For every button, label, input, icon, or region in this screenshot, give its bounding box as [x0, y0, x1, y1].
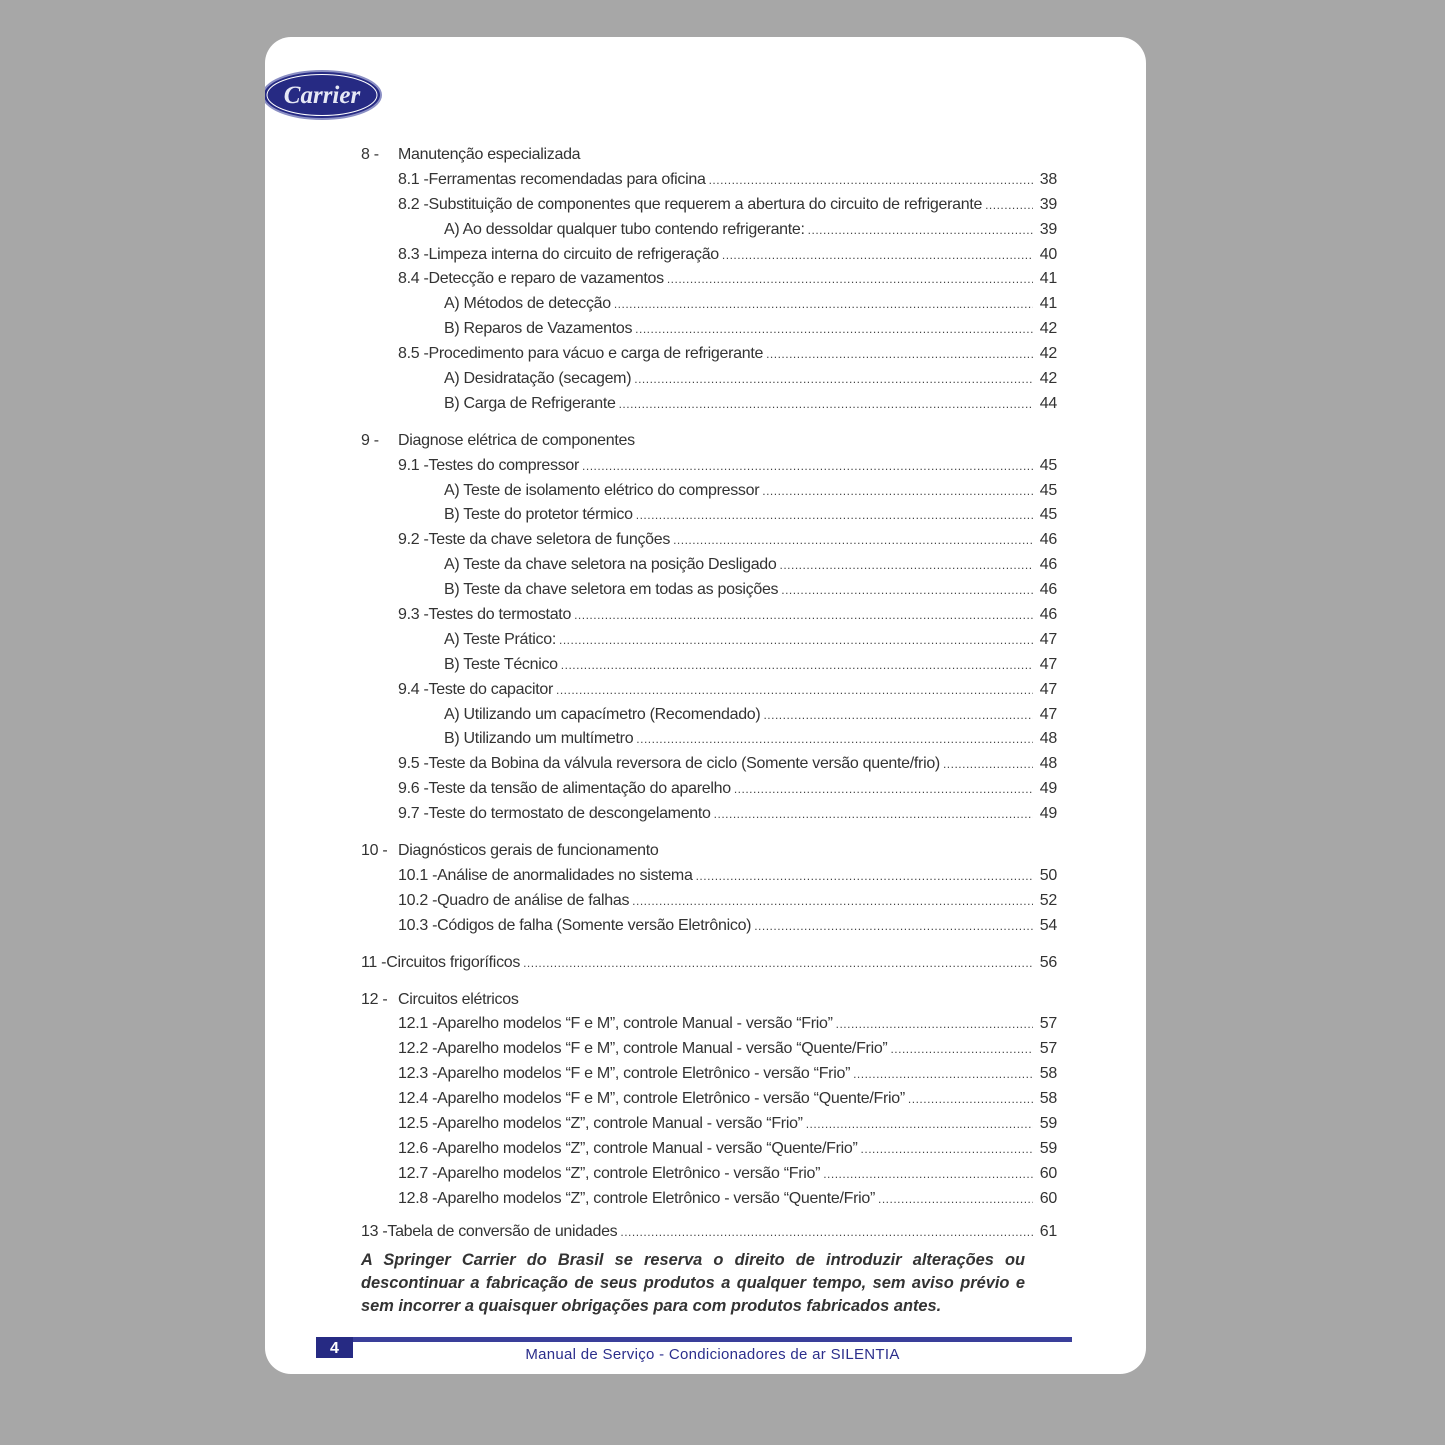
dot-leader [714, 802, 1033, 827]
toc-entry[interactable] [361, 292, 1057, 317]
entry-page: 49 [1039, 780, 1057, 798]
entry-title: Teste da chave seletora de funções [428, 531, 671, 549]
entry-title: B) Teste Técnico [444, 655, 558, 673]
toc-entry[interactable] [361, 317, 1057, 342]
entry-page: 56 [1039, 953, 1057, 971]
entry-number: 12 - [361, 990, 388, 1008]
entry-page: 41 [1039, 270, 1057, 288]
toc-entry[interactable] [361, 342, 1057, 367]
entry-page: 39 [1039, 195, 1057, 213]
toc-section-header[interactable] [361, 988, 1057, 1013]
entry-title: Teste da Bobina da válvula reversora de ciclo (Somente versão quente/frio) [428, 755, 940, 773]
entry-title: Teste da tensão de alimentação do aparelho [428, 780, 731, 798]
entry-title: Procedimento para vácuo e carga de refrigerante [428, 345, 764, 363]
entry-number: 10.3 - [398, 916, 438, 934]
toc-section [361, 1220, 1057, 1245]
entry-page: 42 [1039, 320, 1057, 338]
entry-number: 8.1 - [398, 170, 429, 188]
entry-page: 40 [1039, 245, 1057, 263]
entry-title: B) Teste do protetor térmico [444, 506, 633, 524]
entry-title: Aparelho modelos “F e M”, controle Eletrônico - versão “Frio” [437, 1065, 851, 1083]
toc-entry[interactable] [361, 678, 1057, 703]
entry-title: Circuitos elétricos [398, 990, 519, 1008]
entry-title: B) Carga de Refrigerante [444, 394, 616, 412]
entry-page: 48 [1039, 755, 1057, 773]
dot-leader [861, 1137, 1033, 1162]
entry-title: Diagnose elétrica de componentes [398, 431, 635, 449]
entry-title: Testes do termostato [428, 606, 572, 624]
entry-page: 52 [1039, 891, 1057, 909]
entry-number: 12.8 - [398, 1189, 438, 1207]
dot-leader [823, 1162, 1033, 1187]
svg-text:Carrier: Carrier [283, 82, 361, 109]
dot-leader [985, 193, 1033, 218]
toc-entry[interactable] [361, 603, 1057, 628]
toc-entry[interactable] [361, 267, 1057, 292]
dot-leader [763, 703, 1033, 728]
dot-leader [808, 218, 1033, 243]
entry-title: Substituição de componentes que requerem a abertura do circuito de refrigerante [428, 195, 983, 213]
entry-number: 9.4 - [398, 680, 429, 698]
dot-leader [559, 628, 1033, 653]
entry-page: 60 [1039, 1164, 1057, 1182]
entry-page: 49 [1039, 805, 1057, 823]
toc-entry[interactable] [361, 392, 1057, 417]
toc-entry[interactable] [361, 1137, 1057, 1162]
entry-page: 46 [1039, 531, 1057, 549]
entry-number: 12.1 - [398, 1015, 438, 1033]
toc-entry[interactable] [361, 1112, 1057, 1137]
entry-page: 46 [1039, 606, 1057, 624]
entry-number: 13 - [361, 1222, 388, 1240]
toc-entry[interactable] [361, 243, 1057, 268]
dot-leader [766, 342, 1033, 367]
toc-entry[interactable] [361, 628, 1057, 653]
entry-number: 12.2 - [398, 1040, 438, 1058]
toc-entry[interactable] [361, 454, 1057, 479]
dot-leader [781, 578, 1033, 603]
toc-entry[interactable] [361, 752, 1057, 777]
toc-entry[interactable] [361, 727, 1057, 752]
entry-number: 10 - [361, 842, 388, 860]
entry-title: Aparelho modelos “Z”, controle Manual - versão “Quente/Frio” [437, 1139, 858, 1157]
toc-section [361, 429, 1057, 827]
entry-page: 58 [1039, 1090, 1057, 1108]
entry-page: 46 [1039, 556, 1057, 574]
entry-number: 8 - [361, 146, 379, 163]
dot-leader [908, 1087, 1033, 1112]
entry-page: 58 [1039, 1065, 1057, 1083]
toc-entry[interactable] [361, 528, 1057, 553]
dot-leader [722, 243, 1033, 268]
page-number: 4 [316, 1337, 353, 1358]
entry-title: B) Reparos de Vazamentos [444, 320, 633, 338]
dot-leader [561, 653, 1033, 678]
entry-number: 8.3 - [398, 245, 429, 263]
entry-page: 45 [1039, 456, 1057, 474]
toc-entry[interactable] [361, 864, 1057, 889]
toc-section [361, 988, 1057, 1212]
entry-number: 9 - [361, 431, 379, 449]
entry-title: Aparelho modelos “F e M”, controle Manual - versão “Frio” [437, 1015, 833, 1033]
entry-title: Diagnósticos gerais de funcionamento [398, 842, 659, 860]
dot-leader [619, 392, 1033, 417]
entry-title: A) Métodos de detecção [444, 295, 611, 313]
entry-title: Teste do capacitor [428, 680, 553, 698]
entry-title: A) Desidratação (secagem) [444, 370, 632, 388]
entry-title: Códigos de falha (Somente versão Eletrônico) [437, 916, 752, 934]
entry-number: 9.1 - [398, 456, 429, 474]
entry-number: 12.5 - [398, 1114, 438, 1132]
toc-section [361, 951, 1057, 976]
entry-page: 48 [1039, 730, 1057, 748]
entry-title: Aparelho modelos “Z”, controle Eletrônico - versão “Quente/Frio” [437, 1189, 876, 1207]
dot-leader [556, 678, 1033, 703]
entry-title: Análise de anormalidades no sistema [437, 866, 693, 884]
dot-leader [634, 367, 1033, 392]
toc-entry[interactable] [361, 1037, 1057, 1062]
toc-entry[interactable] [361, 1012, 1057, 1037]
entry-page: 44 [1039, 394, 1057, 412]
document-page [265, 37, 1146, 1374]
toc-entry[interactable] [361, 653, 1057, 678]
entry-title: Teste do termostato de descongelamento [428, 805, 711, 823]
entry-page: 59 [1039, 1139, 1057, 1157]
toc-entry[interactable] [361, 578, 1057, 603]
entry-title: Aparelho modelos “F e M”, controle Eletrônico - versão “Quente/Frio” [437, 1090, 905, 1108]
dot-leader [632, 889, 1033, 914]
disclaimer: A Springer Carrier do Brasil se reserva o direito de introduzir alterações ou descontinuar a fabricação de seus produtos a qualquer tempo, sem aviso prévio e sem incorrer a quaisquer obrigações para com produtos fabricados antes. [361, 1251, 1025, 1315]
entry-number: 9.6 - [398, 780, 429, 798]
entry-page: 38 [1039, 170, 1057, 188]
entry-number: 12.7 - [398, 1164, 438, 1182]
entry-page: 41 [1039, 295, 1057, 313]
dot-leader [943, 752, 1033, 777]
entry-page: 45 [1039, 481, 1057, 499]
toc-entry[interactable] [361, 914, 1057, 939]
toc-entry[interactable] [361, 777, 1057, 802]
entry-page: 54 [1039, 916, 1057, 934]
toc-entry[interactable] [361, 1162, 1057, 1187]
toc-entry[interactable] [361, 703, 1057, 728]
entry-page: 61 [1039, 1222, 1057, 1240]
entry-title: Aparelho modelos “Z”, controle Eletrônico - versão “Frio” [437, 1164, 821, 1182]
toc-section-header[interactable] [361, 143, 1057, 168]
dot-leader [734, 777, 1033, 802]
entry-title: A) Teste da chave seletora na posição Desligado [444, 556, 777, 574]
entry-title: B) Teste da chave seletora em todas as posições [444, 581, 779, 599]
dot-leader [582, 454, 1033, 479]
entry-number: 9.5 - [398, 755, 429, 773]
entry-title: Ferramentas recomendadas para oficina [428, 170, 706, 188]
toc-entry[interactable] [361, 479, 1057, 504]
dot-leader [636, 727, 1033, 752]
toc-entry[interactable] [361, 367, 1057, 392]
entry-page: 47 [1039, 655, 1057, 673]
footer-title: Manual de Serviço - Condicionadores de ar SILENTIA [525, 1346, 900, 1363]
entry-page: 42 [1039, 370, 1057, 388]
dot-leader [754, 914, 1033, 939]
entry-title: Detecção e reparo de vazamentos [428, 270, 664, 288]
dot-leader [696, 864, 1033, 889]
dot-leader [836, 1012, 1033, 1037]
entry-page: 45 [1039, 506, 1057, 524]
entry-page: 47 [1039, 630, 1057, 648]
entry-number: 9.3 - [398, 606, 429, 624]
toc-entry[interactable] [361, 889, 1057, 914]
entry-title: A) Teste de isolamento elétrico do compressor [444, 481, 760, 499]
entry-page: 42 [1039, 345, 1057, 363]
entry-title: A) Teste Prático: [444, 630, 556, 648]
entry-number: 8.4 - [398, 270, 429, 288]
dot-leader [636, 503, 1033, 528]
entry-title: Quadro de análise de falhas [437, 891, 630, 909]
toc-section-header[interactable] [361, 839, 1057, 864]
dot-leader [762, 479, 1033, 504]
entry-title: Limpeza interna do circuito de refrigeração [428, 245, 719, 263]
entry-page: 59 [1039, 1114, 1057, 1132]
dot-leader [620, 1220, 1033, 1245]
entry-page: 47 [1039, 680, 1057, 698]
dot-leader [523, 951, 1033, 976]
entry-number: 8.2 - [398, 195, 429, 213]
footer-rule [316, 1337, 1072, 1342]
entry-title: Circuitos frigoríficos [386, 953, 521, 971]
entry-title: Aparelho modelos “Z”, controle Manual - versão “Frio” [437, 1114, 803, 1132]
entry-number: 9.7 - [398, 805, 429, 823]
dot-leader [673, 528, 1033, 553]
entry-page: 39 [1039, 220, 1057, 238]
entry-title: Manutenção especializada [398, 146, 581, 163]
entry-number: 8.5 - [398, 345, 429, 363]
dot-leader [574, 603, 1033, 628]
entry-title: Tabela de conversão de unidades [387, 1222, 618, 1240]
toc-entry[interactable] [361, 503, 1057, 528]
entry-number: 9.2 - [398, 531, 429, 549]
toc-section-header[interactable] [361, 951, 1057, 976]
toc-section [361, 143, 1057, 417]
entry-page: 46 [1039, 581, 1057, 599]
entry-page: 60 [1039, 1189, 1057, 1207]
table-of-contents [361, 143, 1057, 1244]
dot-leader [878, 1187, 1033, 1212]
entry-title: A) Utilizando um capacímetro (Recomendado) [444, 705, 761, 723]
toc-entry[interactable] [361, 802, 1057, 827]
dot-leader [709, 168, 1033, 193]
dot-leader [890, 1037, 1033, 1062]
toc-section-header[interactable] [361, 1220, 1057, 1245]
toc-entry[interactable] [361, 1087, 1057, 1112]
toc-entry[interactable] [361, 218, 1057, 243]
dot-leader [806, 1112, 1033, 1137]
entry-number: 11 - [361, 953, 387, 971]
toc-entry[interactable] [361, 553, 1057, 578]
entry-title: A) Ao dessoldar qualquer tubo contendo refrigerante: [444, 220, 805, 238]
entry-title: Testes do compressor [428, 456, 580, 474]
toc-entry[interactable] [361, 1062, 1057, 1087]
toc-section [361, 839, 1057, 939]
dot-leader [667, 267, 1033, 292]
entry-number: 10.1 - [398, 866, 438, 884]
entry-number: 12.6 - [398, 1139, 438, 1157]
entry-page: 57 [1039, 1015, 1057, 1033]
entry-title: B) Utilizando um multímetro [444, 730, 634, 748]
entry-page: 57 [1039, 1040, 1057, 1058]
toc-entry[interactable] [361, 193, 1057, 218]
toc-entry[interactable] [361, 1187, 1057, 1212]
carrier-logo [265, 69, 383, 121]
dot-leader [780, 553, 1034, 578]
toc-section-header[interactable] [361, 429, 1057, 454]
entry-title: Aparelho modelos “F e M”, controle Manual - versão “Quente/Frio” [437, 1040, 888, 1058]
dot-leader [614, 292, 1033, 317]
entry-number: 12.4 - [398, 1090, 438, 1108]
dot-leader [853, 1062, 1033, 1087]
entry-number: 12.3 - [398, 1065, 438, 1083]
entry-number: 10.2 - [398, 891, 438, 909]
dot-leader [635, 317, 1033, 342]
toc-entry[interactable] [361, 168, 1057, 193]
entry-page: 50 [1039, 866, 1057, 884]
entry-page: 47 [1039, 705, 1057, 723]
